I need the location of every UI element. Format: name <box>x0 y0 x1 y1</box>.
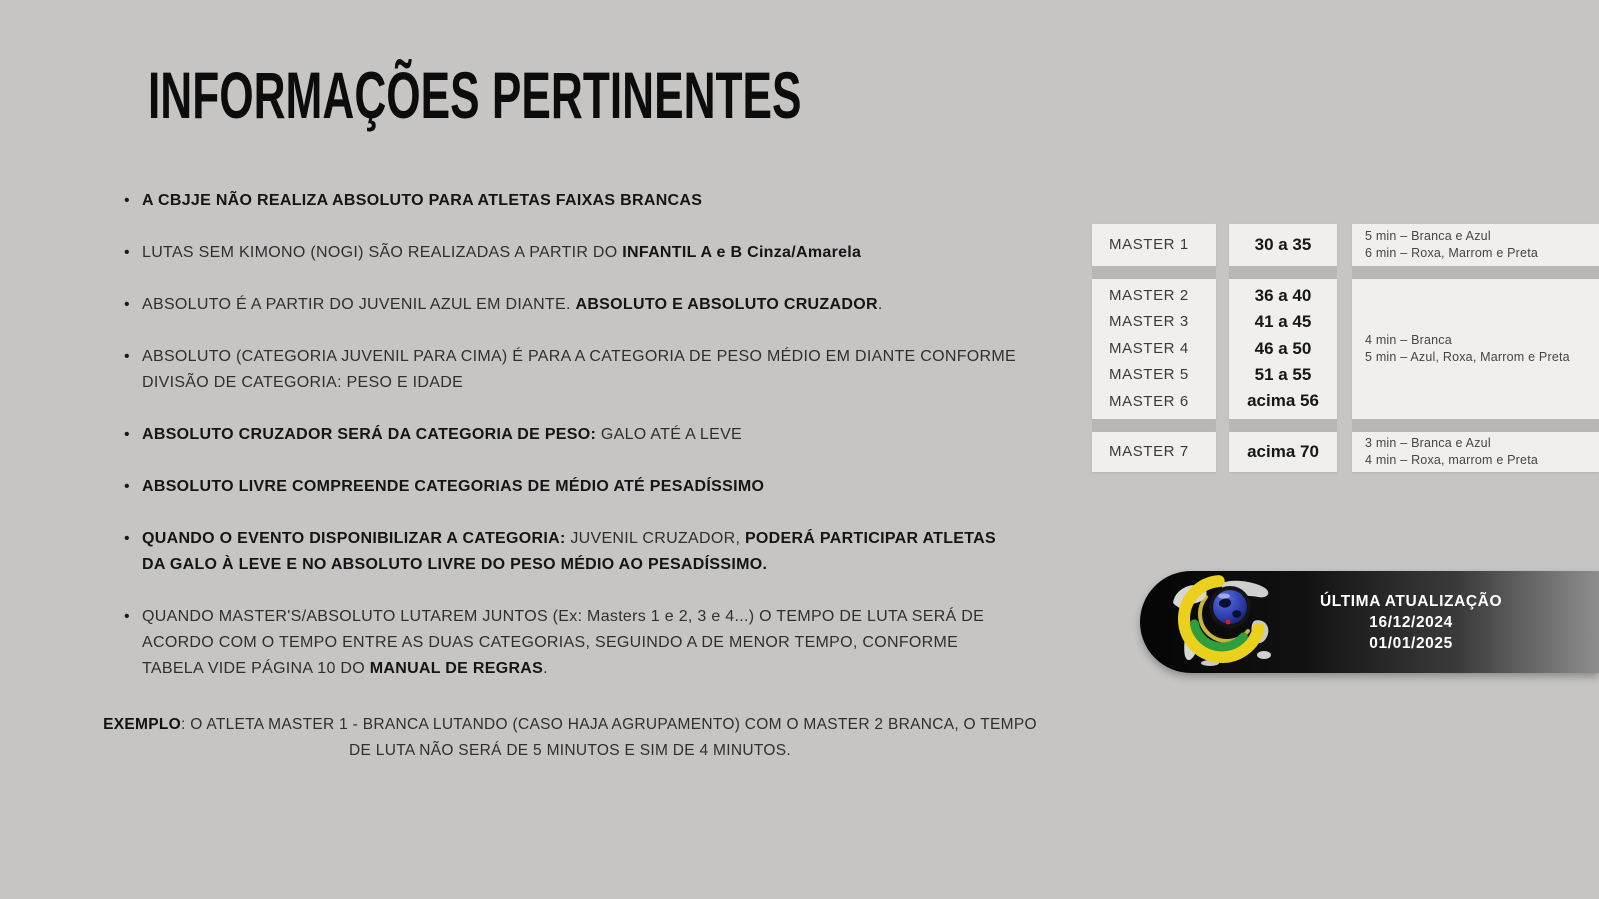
table-column-c1 <box>1092 224 1216 472</box>
age-cell <box>1229 224 1337 266</box>
fight-time-line: 6 min – Roxa, Marrom e Preta <box>1365 246 1539 260</box>
table-row-gap <box>1229 419 1337 432</box>
bullet-item: • ABSOLUTO É A PARTIR DO JUVENIL AZUL EM DIANTE. ABSOLUTO E ABSOLUTO CRUZADOR. <box>122 292 1022 318</box>
age-value: 36 a 40 <box>1254 285 1312 305</box>
update-info <box>1320 591 1502 654</box>
age-value: acima 56 <box>1247 391 1319 411</box>
category-cell <box>1092 224 1216 266</box>
fight-time-line: 4 min – Branca <box>1365 332 1452 347</box>
age-value: 46 a 50 <box>1254 338 1312 358</box>
category-label: MASTER 5 <box>1109 366 1189 384</box>
category-cell <box>1092 279 1216 419</box>
table-row-gap <box>1092 266 1216 279</box>
age-cell <box>1229 432 1337 472</box>
fight-time-line: 4 min – Roxa, marrom e Preta <box>1365 453 1539 467</box>
page-title: INFORMAÇÕES PERTINENTES <box>148 58 802 132</box>
master-time-table <box>1092 224 1599 472</box>
table-row-gap <box>1092 419 1216 432</box>
update-title: ÚLTIMA ATUALIZAÇÃO <box>1320 592 1503 610</box>
fight-time-line: 5 min – Azul, Roxa, Marrom e Preta <box>1365 350 1570 364</box>
fight-time-line: 5 min – Branca e Azul <box>1365 228 1491 243</box>
table-row-gap <box>1229 266 1337 279</box>
update-date-2: 01/01/2025 <box>1369 634 1453 652</box>
category-label: MASTER 2 <box>1109 286 1189 304</box>
example-label: EXEMPLO <box>103 716 182 733</box>
fight-time-line: 3 min – Branca e Azul <box>1365 435 1491 450</box>
cbjje-globe-icon <box>1164 575 1276 669</box>
table-column-c2 <box>1229 224 1337 472</box>
time-cell <box>1352 279 1599 419</box>
bullet-item: • ABSOLUTO LIVRE COMPREENDE CATEGORIAS DE MÉDIO ATÉ PESADÍSSIMO <box>122 474 1022 500</box>
age-value: 41 a 45 <box>1254 312 1312 332</box>
update-badge <box>1140 571 1599 673</box>
age-value: 51 a 55 <box>1254 365 1312 385</box>
category-label: MASTER 6 <box>1109 392 1189 410</box>
table-row-gap <box>1352 266 1599 279</box>
category-label: MASTER 4 <box>1109 339 1189 357</box>
table-column-c3 <box>1352 224 1599 472</box>
example-text: : O ATLETA MASTER 1 - BRANCA LUTANDO (CASO HAJA AGRUPAMENTO) COM O MASTER 2 BRANCA, O TEMPO DE LUTA NÃO SERÁ DE 5 MINUTOS E SIM DE 4 MINUTOS. <box>181 716 1037 759</box>
bullet-item: • QUANDO O EVENTO DISPONIBILIZAR A CATEGORIA: JUVENIL CRUZADOR, PODERÁ PARTICIPAR ATLETAS DA GALO À LEVE E NO ABSOLUTO LIVRE DO PESO MÉDIO AO PESADÍSSIMO. <box>122 526 1022 578</box>
bullet-item: • LUTAS SEM KIMONO (NOGI) SÃO REALIZADAS A PARTIR DO INFANTIL A e B Cinza/Amarela <box>122 240 1022 266</box>
category-label: MASTER 7 <box>1109 442 1189 460</box>
time-cell <box>1352 224 1599 266</box>
bullet-item: • ABSOLUTO CRUZADOR SERÁ DA CATEGORIA DE PESO: GALO ATÉ A LEVE <box>122 422 1022 448</box>
example-note <box>100 712 1040 764</box>
table-row-gap <box>1352 419 1599 432</box>
category-cell <box>1092 432 1216 472</box>
bullet-item: • ABSOLUTO (CATEGORIA JUVENIL PARA CIMA) É PARA A CATEGORIA DE PESO MÉDIO EM DIANTE CONFORME DIVISÃO DE CATEGORIA: PESO E IDADE <box>122 344 1022 396</box>
bullet-list <box>122 188 1022 708</box>
time-cell <box>1352 432 1599 472</box>
category-label: MASTER 1 <box>1109 235 1189 253</box>
age-value: acima 70 <box>1247 441 1319 461</box>
age-value: 30 a 35 <box>1254 234 1312 254</box>
update-date-1: 16/12/2024 <box>1369 613 1453 631</box>
category-label: MASTER 3 <box>1109 313 1189 331</box>
bullet-item: • A CBJJE NÃO REALIZA ABSOLUTO PARA ATLETAS FAIXAS BRANCAS <box>122 188 1022 214</box>
age-cell <box>1229 279 1337 419</box>
bullet-item: • QUANDO MASTER'S/ABSOLUTO LUTAREM JUNTOS (Ex: Masters 1 e 2, 3 e 4...) O TEMPO DE LUTA SERÁ DE ACORDO COM O TEMPO ENTRE AS DUAS CATEGORIAS, SEGUINDO A DE MENOR TEMPO, CONFORME TABELA VIDE PÁGINA 10 DO MANUAL DE REGRAS. <box>122 604 1022 682</box>
